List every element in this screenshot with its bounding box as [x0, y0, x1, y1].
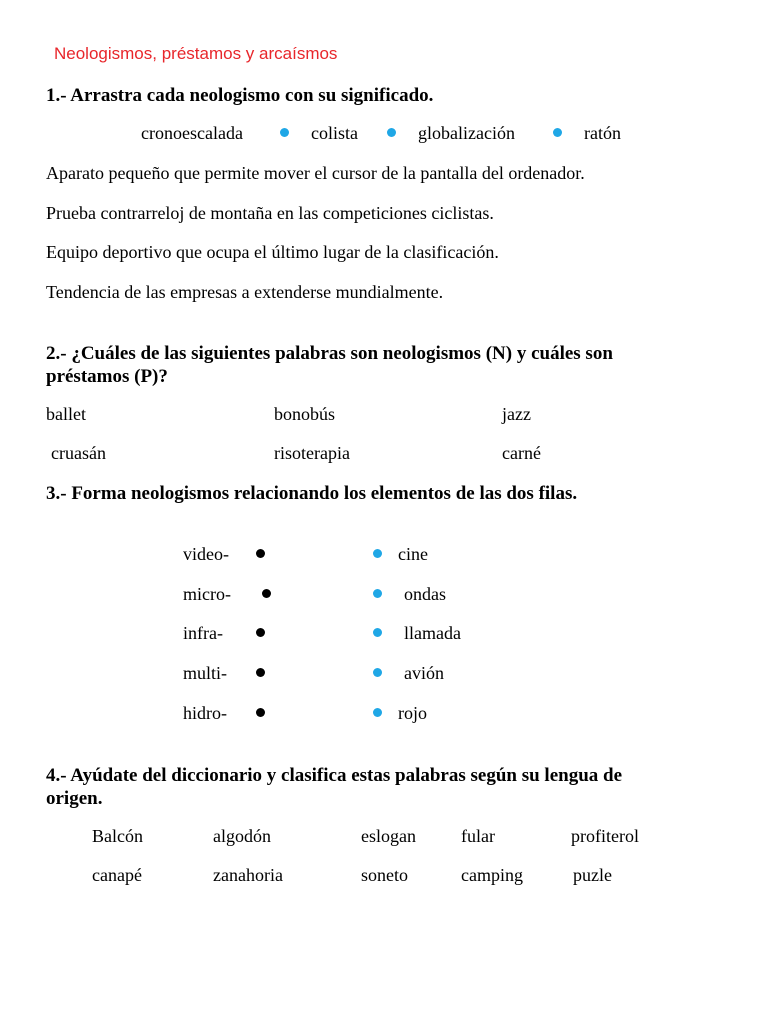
- page-title: Neologismos, préstamos y arcaísmos: [54, 44, 338, 63]
- prefix-video: video-: [183, 544, 229, 564]
- match-dot[interactable]: [373, 628, 382, 637]
- definition-2: Prueba contrarreloj de montaña en las competiciones ciclistas.: [46, 203, 494, 223]
- word-eslogan: eslogan: [361, 826, 416, 846]
- word-jazz: jazz: [502, 404, 531, 424]
- word-puzle: puzle: [573, 865, 612, 885]
- word-cruasan: cruasán: [51, 443, 106, 463]
- definition-1: Aparato pequeño que permite mover el cursor de la pantalla del ordenador.: [46, 163, 585, 183]
- prefix-infra: infra-: [183, 623, 223, 643]
- match-dot[interactable]: [256, 549, 265, 558]
- word-carne: carné: [502, 443, 541, 463]
- word-balcon: Balcón: [92, 826, 143, 846]
- definition-3: Equipo deportivo que ocupa el último lugar de la clasificación.: [46, 242, 499, 262]
- section-4-heading-line-2: origen.: [46, 788, 103, 809]
- match-dot[interactable]: [373, 549, 382, 558]
- suffix-ondas: ondas: [404, 584, 446, 604]
- section-2-heading-line-2: préstamos (P)?: [46, 366, 168, 387]
- word-canape: canapé: [92, 865, 142, 885]
- definition-4: Tendencia de las empresas a extenderse mundialmente.: [46, 282, 444, 302]
- drag-dot[interactable]: [553, 128, 562, 137]
- drag-dot[interactable]: [387, 128, 396, 137]
- match-dot[interactable]: [373, 668, 382, 677]
- word-bonobus: bonobús: [274, 404, 336, 424]
- prefix-hidro: hidro-: [183, 703, 227, 723]
- word-ballet: ballet: [46, 404, 86, 424]
- word-fular: fular: [461, 826, 495, 846]
- word-algodon: algodón: [213, 826, 271, 846]
- word-colista[interactable]: colista: [311, 123, 358, 143]
- prefix-micro: micro-: [183, 584, 231, 604]
- word-soneto: soneto: [361, 865, 408, 885]
- word-globalizacion[interactable]: globalización: [418, 123, 515, 143]
- section-1-heading: 1.- Arrastra cada neologismo con su significado.: [46, 85, 434, 106]
- match-dot[interactable]: [256, 628, 265, 637]
- section-4-heading-line-1: 4.- Ayúdate del diccionario y clasifica estas palabras según su lengua de: [46, 765, 623, 786]
- word-camping: camping: [461, 865, 523, 885]
- suffix-cine: cine: [398, 544, 428, 564]
- prefix-multi: multi-: [183, 663, 227, 683]
- word-profiterol: profiterol: [571, 826, 639, 846]
- suffix-rojo: rojo: [398, 703, 427, 723]
- word-risoterapia: risoterapia: [274, 443, 350, 463]
- match-dot[interactable]: [256, 708, 265, 717]
- drag-dot[interactable]: [280, 128, 289, 137]
- word-zanahoria: zanahoria: [213, 865, 283, 885]
- word-raton[interactable]: ratón: [584, 123, 621, 143]
- match-dot[interactable]: [256, 668, 265, 677]
- suffix-llamada: llamada: [404, 623, 461, 643]
- section-3-heading: 3.- Forma neologismos relacionando los elementos de las dos filas.: [46, 483, 578, 504]
- section-2-heading-line-1: 2.- ¿Cuáles de las siguientes palabras son neologismos (N) y cuáles son: [46, 343, 613, 364]
- match-dot[interactable]: [373, 708, 382, 717]
- match-dot[interactable]: [373, 589, 382, 598]
- suffix-avion: avión: [404, 663, 444, 683]
- word-cronoescalada[interactable]: cronoescalada: [141, 123, 243, 143]
- match-dot[interactable]: [262, 589, 271, 598]
